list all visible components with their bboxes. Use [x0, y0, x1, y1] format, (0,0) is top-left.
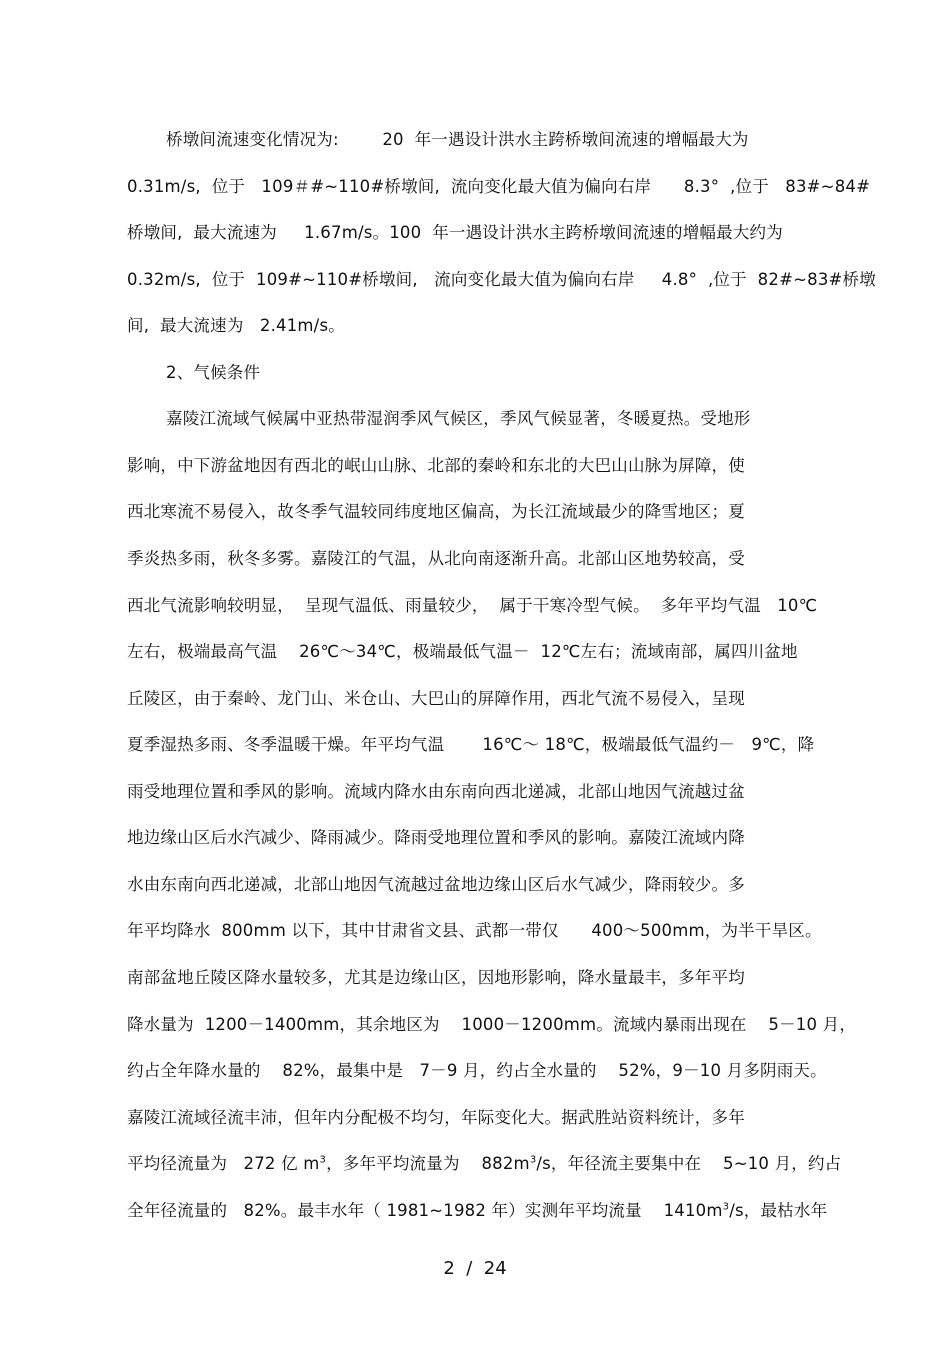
- paragraph-line: [127, 1153, 841, 1175]
- paragraph-line: 夏季湿热多雨、冬季温暖干燥。年平均气温 16℃～ 18℃，极端最低气温约－ 9℃，降: [127, 735, 815, 754]
- paragraph-line: 年平均降水 800mm 以下，其中甘肃省文县、武都一带仅 400～500mm，为半干旱区。: [127, 921, 822, 940]
- paragraph-line: 西北气流影响较明显， 呈现气温低、雨量较少， 属于干寒冷型气候。 多年平均气温 10℃: [127, 596, 818, 615]
- line-text: /s，最枯水年: [729, 1201, 828, 1220]
- line-text: 平均径流量为 272 亿 m: [127, 1154, 320, 1173]
- line-text: ，多年平均流量为 882m: [326, 1154, 530, 1173]
- paragraph-line: 左右，极端最高气温 26℃～34℃，极端最低气温－ 12℃左右；流域南部，属四川盆地: [127, 642, 798, 661]
- paragraph-line: [127, 1200, 827, 1222]
- paragraph-line: 季炎热多雨，秋冬多雾。嘉陵江的气温，从北向南逐渐升高。北部山区地势较高，受: [127, 549, 745, 568]
- line-text: /s，年径流主要集中在 5~10 月，约占: [536, 1154, 842, 1173]
- line-text: 全年径流量的 82%。最丰水年（ 1981~1982 年）实测年平均流量 1410m: [127, 1201, 723, 1220]
- paragraph-line: 嘉陵江流域气候属中亚热带湿润季风气候区，季风气候显著，冬暖夏热。受地形: [166, 409, 751, 428]
- paragraph-line: 影响，中下游盆地因有西北的岷山山脉、北部的秦岭和东北的大巴山山脉为屏障，使: [127, 456, 745, 475]
- superscript: 3: [722, 1201, 730, 1213]
- paragraph-line: 西北寒流不易侵入，故冬季气温较同纬度地区偏高，为长江流域最少的降雪地区；夏: [127, 502, 745, 521]
- paragraph-line: 南部盆地丘陵区降水量较多，尤其是边缘山区，因地形影响，降水量最丰，多年平均: [127, 968, 745, 987]
- paragraph-line: 嘉陵江流域径流丰沛，但年内分配极不均匀，年际变化大。据武胜站资料统计，多年: [127, 1108, 745, 1127]
- superscript: 3: [319, 1154, 327, 1166]
- paragraph-line: 地边缘山区后水汽减少、降雨减少。降雨受地理位置和季风的影响。嘉陵江流域内降: [127, 828, 745, 847]
- paragraph-line: 间, 最大流速为 2.41m/s。: [127, 316, 345, 335]
- paragraph-line: 约占全年降水量的 82%，最集中是 7－9 月，约占全水量的 52%，9－10 月多阴雨天。: [127, 1061, 827, 1080]
- paragraph-line: 桥墩间, 最大流速为 1.67m/s。100 年一遇设计洪水主跨桥墩间流速的增幅最大约为: [127, 223, 783, 242]
- paragraph-line: 水由东南向西北递减，北部山地因气流越过盆地边缘山区后水气减少，降雨较少。多: [127, 875, 745, 894]
- paragraph-line: 丘陵区，由于秦岭、龙门山、米仓山、大巴山的屏障作用，西北气流不易侵入，呈现: [127, 689, 745, 708]
- superscript: 3: [529, 1154, 537, 1166]
- paragraph-line: 0.31m/s, 位于 109＃#~110#桥墩间, 流向变化最大值为偏向右岸 8.3° ,位于 83#~84#: [127, 177, 871, 196]
- paragraph-line: 桥墩间流速变化情况为: 20 年一遇设计洪水主跨桥墩间流速的增幅最大为: [166, 130, 749, 149]
- paragraph-line: 0.32m/s, 位于 109#~110#桥墩间, 流向变化最大值为偏向右岸 4.8° ,位于 82#~83#桥墩: [127, 270, 876, 289]
- section-heading: 2、气候条件: [166, 363, 261, 382]
- paragraph-line: 降水量为 1200－1400mm，其余地区为 1000－1200mm。流域内暴雨出现在 5－10 月，: [127, 1015, 857, 1034]
- page-number: 2 / 24: [443, 1258, 507, 1279]
- paragraph-line: 雨受地理位置和季风的影响。流域内降水由东南向西北递减，北部山地因气流越过盆: [127, 782, 745, 801]
